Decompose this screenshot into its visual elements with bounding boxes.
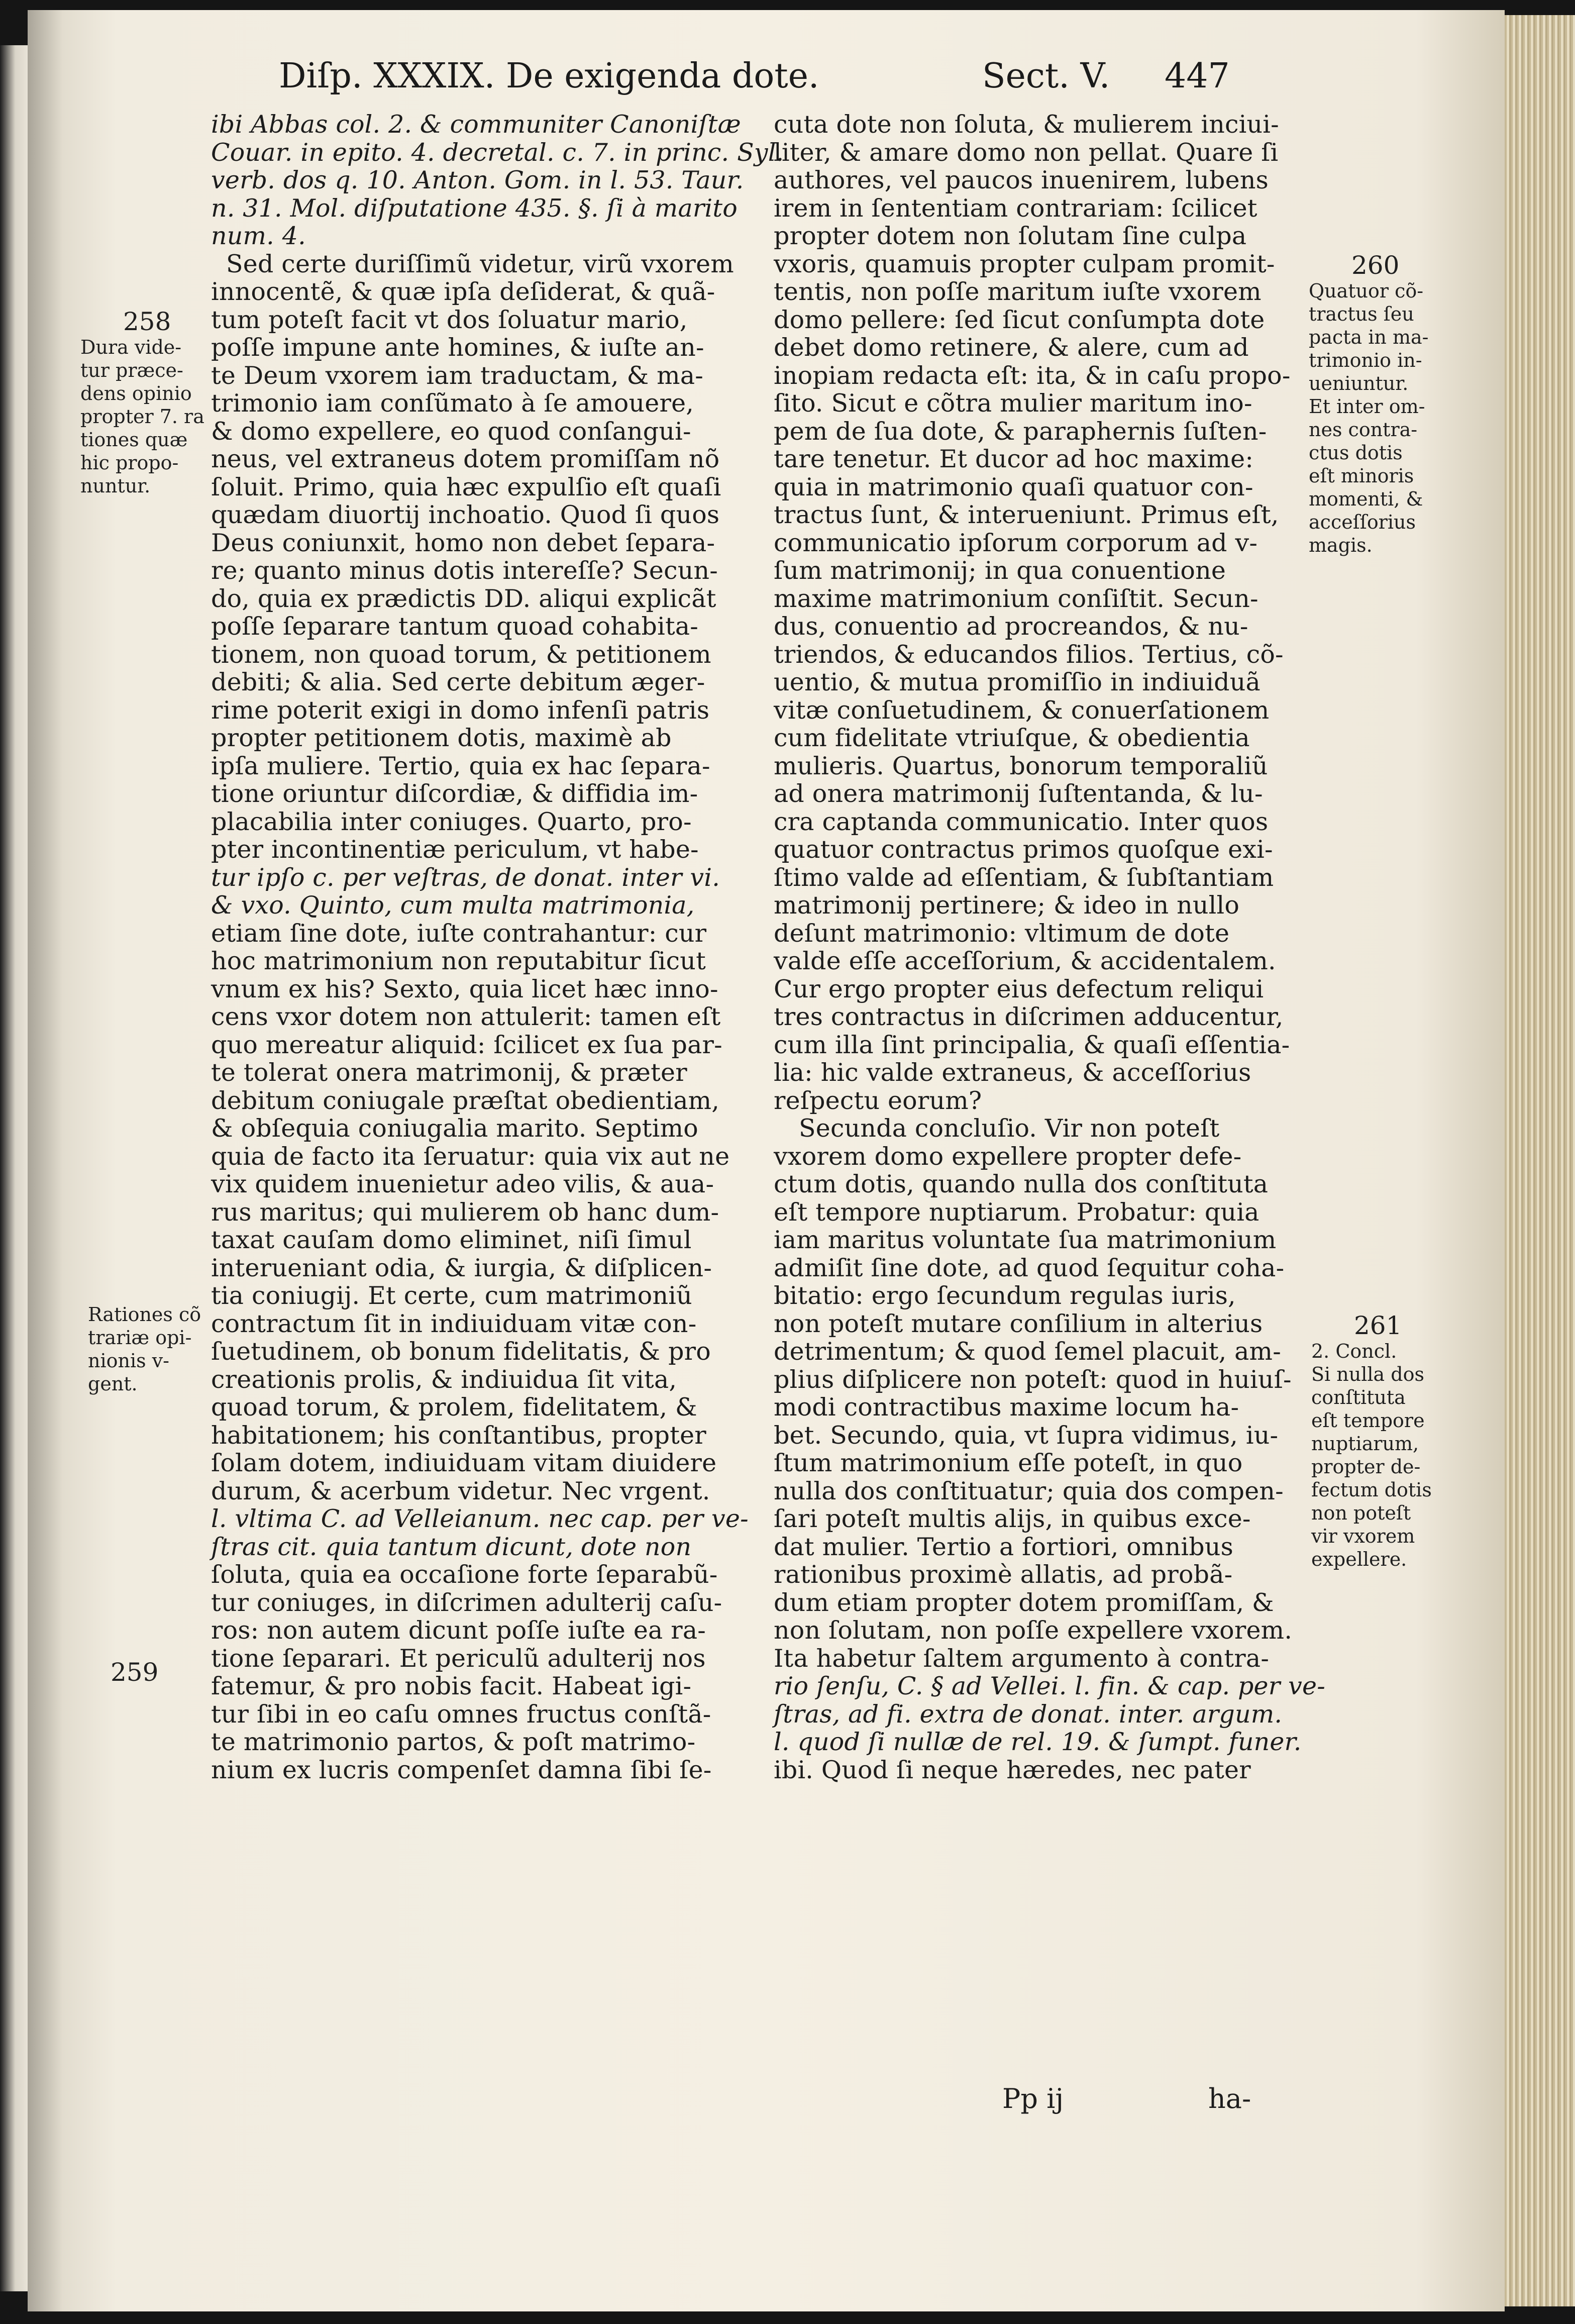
text-line: ſuetudinem, ob bonum fidelitatis, & pro <box>211 1337 711 1366</box>
text-line: quia in matrimonio quaſi quatuor con- <box>774 472 1253 501</box>
text-line: vxoris, quamuis propter culpam promit- <box>774 249 1275 278</box>
text-line: rus maritus; qui mulierem ob hanc dum- <box>211 1197 719 1227</box>
text-line: vix quidem inuenietur adeo vilis, & aua- <box>211 1170 714 1198</box>
left-text-column <box>211 110 784 1784</box>
margin-note-261 <box>1311 1311 1462 1571</box>
text-line: tia coniugij. Et certe, cum matrimoniũ <box>211 1281 692 1310</box>
text-line: tione oriuntur diſcordiæ, & diffidia im- <box>211 779 698 808</box>
text-line: te matrimonio partos, & poſt matrimo- <box>211 1728 696 1756</box>
text-line: do, quia ex prædictis DD. aliqui explicãt <box>211 584 716 613</box>
text-line: modi contractibus maxime locum ha- <box>774 1393 1239 1422</box>
text-line: tare tenetur. Et ducor ad hoc maxime: <box>774 445 1254 473</box>
margin-line: ueniuntur. <box>1309 372 1409 394</box>
margin-line: non poteſt <box>1311 1502 1411 1524</box>
margin-line: vir vxorem <box>1311 1525 1415 1547</box>
text-line: ſum matrimonij; in qua conuentione <box>774 556 1226 585</box>
text-line: te Deum vxorem iam traductam, & ma- <box>211 361 703 390</box>
margin-line: Quatuor cõ- <box>1309 280 1424 302</box>
margin-line: Si nulla dos <box>1311 1363 1424 1385</box>
margin-line: propter 7. ra <box>80 406 204 428</box>
text-line: deſunt matrimonio: vltimum de dote <box>774 919 1230 948</box>
text-line: ſolam dotem, indiuiduam vitam diuidere <box>211 1449 717 1477</box>
text-line: Cur ergo propter eius defectum reliqui <box>774 974 1264 1003</box>
page-block-edge <box>1505 15 1575 2306</box>
text-line: neus, vel extraneus dotem promiſſam nõ <box>211 445 720 473</box>
margin-line: trariæ opi- <box>88 1327 192 1349</box>
margin-line: eſt tempore <box>1311 1409 1425 1432</box>
margin-line: acceſſorius <box>1309 511 1416 533</box>
signature-mark: Pp ij <box>1002 2083 1064 2114</box>
text-line: pter incontinentiæ periculum, vt habe- <box>211 835 699 864</box>
text-line: poſſe impune ante homines, & iuſte an- <box>211 333 704 362</box>
margin-line: Dura vide- <box>80 336 182 358</box>
margin-line: nuntur. <box>80 475 151 497</box>
margin-line: tur præce- <box>80 359 183 381</box>
text-line: bet. Secundo, quia, vt ſupra vidimus, iu- <box>774 1421 1279 1450</box>
text-line: vitæ conſuetudinem, & conuerſationem <box>774 695 1270 725</box>
text-line: ctum dotis, quando nulla dos conſtituta <box>774 1170 1269 1198</box>
text-line: ſtras, ad fi. extra de donat. inter. argum. <box>774 1699 1283 1729</box>
text-line: nium ex lucris compenſet damna ſibi ſe- <box>211 1755 712 1784</box>
text-line: lia: hic valde extraneus, & acceſſorius <box>774 1058 1251 1087</box>
text-line: eſt tempore nuptiarum. Probatur: quia <box>774 1197 1259 1227</box>
text-line: cuta dote non ſoluta, & mulierem inciui- <box>774 110 1279 139</box>
text-line: tur coniuges, in diſcrimen adulterij caſu- <box>211 1588 722 1617</box>
text-line: rime poterit exigi in domo infenſi patris <box>211 695 710 725</box>
text-line: & obſequia coniugalia marito. Septimo <box>211 1114 698 1143</box>
catchword: ha- <box>1208 2083 1251 2114</box>
text-line: matrimonij pertinere; & ideo in nullo <box>774 891 1240 920</box>
text-line: admiſit ſine dote, ad quod ſequitur coha- <box>774 1253 1285 1282</box>
margin-line: 2. Concl. <box>1311 1340 1397 1362</box>
text-line: plius diſplicere non poteſt: quod in huiuſ- <box>774 1365 1292 1394</box>
margin-number: 260 <box>1351 251 1400 280</box>
margin-line: tiones quæ <box>80 429 188 451</box>
right-text-column <box>774 110 1325 1784</box>
text-line: re; quanto minus dotis intereſſe? Secun- <box>211 556 718 585</box>
text-line: iam maritus voluntate ſua matrimonium <box>774 1226 1277 1254</box>
text-line: ſtum matrimonium eſſe poteſt, in quo <box>774 1449 1243 1477</box>
text-line: ſoluta, quia ea occaſione forte ſeparabũ- <box>211 1560 718 1589</box>
text-line: triendos, & educandos filios. Tertius, cõ- <box>774 640 1284 669</box>
text-line: habitationem; his conſtantibus, propter <box>211 1421 706 1450</box>
text-line: quoad torum, & prolem, fidelitatem, & <box>211 1393 697 1422</box>
margin-line: hic propo- <box>80 452 179 474</box>
text-line: propter petitionem dotis, maximè ab <box>211 724 672 752</box>
text-line: ibi Abbas col. 2. & communiter Canoniſtæ <box>211 110 741 139</box>
text-line: contractum ſit in indiuiduam vitæ con- <box>211 1309 697 1338</box>
text-line: creationis prolis, & indiuidua ſit vita, <box>211 1365 677 1394</box>
text-line: tractus ſunt, & interueniunt. Primus eſt, <box>774 500 1279 529</box>
text-line: ſtras cit. quia tantum dicunt, dote non <box>211 1532 692 1561</box>
text-line: non poteſt mutare conſilium in alterius <box>774 1309 1263 1338</box>
text-line: ſtimo valde ad eſſentiam, & ſubſtantiam <box>774 863 1274 892</box>
previous-page-edge <box>0 45 28 2291</box>
text-line: maxime matrimonium conſiſtit. Secun- <box>774 584 1258 613</box>
text-line: cum fidelitate vtriuſque, & obedientia <box>774 724 1250 752</box>
text-line: dat mulier. Tertio a fortiori, omnibus <box>774 1532 1233 1561</box>
text-line: & domo expellere, eo quod conſangui- <box>211 417 691 446</box>
text-line: & vxo. Quinto, cum multa matrimonia, <box>211 891 695 920</box>
margin-line: Et inter om- <box>1309 395 1425 418</box>
text-line: ſari poteſt multis alijs, in quibus exce- <box>774 1504 1251 1533</box>
text-line: tionem, non quoad torum, & petitionem <box>211 640 711 669</box>
text-line: fatemur, & pro nobis facit. Habeat igi- <box>211 1672 692 1700</box>
text-line: cra captanda communicatio. Inter quos <box>774 807 1269 836</box>
margin-line: dens opinio <box>80 382 192 405</box>
text-line: ibi. Quod ſi neque hæredes, nec pater <box>774 1755 1251 1784</box>
text-line: vnum ex his? Sexto, quia licet hæc inno- <box>211 974 718 1003</box>
text-line: innocentẽ, & quæ ipſa deſiderat, & quã- <box>211 277 715 306</box>
text-line: authores, vel paucos inuenirem, lubens <box>774 166 1269 194</box>
text-line: domo pellere: ſed ſicut conſumpta dote <box>774 305 1265 334</box>
text-line: dus, conuentio ad procreandos, & nu- <box>774 612 1248 641</box>
text-line: tur ſibi in eo caſu omnes fructus conſtã- <box>211 1699 711 1729</box>
text-line: num. 4. <box>211 222 306 250</box>
margin-line: fectum dotis <box>1311 1479 1432 1501</box>
margin-number: 261 <box>1354 1311 1402 1340</box>
text-line: mulieris. Quartus, bonorum temporaliũ <box>774 751 1268 780</box>
text-line: irem in ſententiam contrariam: ſcilicet <box>774 193 1257 223</box>
text-line: l. vltima C. ad Velleianum. nec cap. per ve- <box>211 1504 749 1533</box>
margin-note-259 <box>111 1658 158 1686</box>
text-line: nulla dos conſtituatur; quia dos compen- <box>774 1476 1284 1505</box>
gutter-shadow <box>28 10 63 2311</box>
margin-note-258 <box>80 308 206 497</box>
margin-line: conſtituta <box>1311 1386 1406 1408</box>
margin-note-text <box>1311 1340 1462 1571</box>
text-line: cum illa ſint principalia, & quaſi eſſentia- <box>774 1030 1290 1059</box>
margin-note-text <box>88 1303 208 1395</box>
text-line: Secunda concluſio. Vir non poteſt <box>799 1114 1220 1143</box>
text-line: taxat cauſam domo eliminet, niſi ſimul <box>211 1226 692 1254</box>
text-line: debet domo retinere, & alere, cum ad <box>774 333 1249 362</box>
text-line: durum, & acerbum videtur. Nec vrgent. <box>211 1476 710 1505</box>
text-line: Ita habetur ſaltem argumento à contra- <box>774 1644 1270 1673</box>
text-line: tres contractus in diſcrimen adducentur, <box>774 1002 1284 1031</box>
text-line: interueniant odia, & iurgia, & diſplicen- <box>211 1253 712 1282</box>
text-line: debitum coniugale præſtat obedientiam, <box>211 1086 720 1115</box>
text-line: debiti; & alia. Sed certe debitum æger- <box>211 668 705 696</box>
text-line: Deus coniunxit, homo non debet ſepara- <box>211 528 715 557</box>
text-line: non ſolutam, non poſſe expellere vxorem. <box>774 1616 1293 1645</box>
text-line: pem de ſua dote, & paraphernis ſuſten- <box>774 417 1267 446</box>
margin-note-text <box>1309 279 1459 557</box>
margin-line: tractus ſeu <box>1309 303 1414 325</box>
text-line: quo mereatur aliquid: ſcilicet ex ſua par- <box>211 1030 722 1059</box>
margin-number: 259 <box>111 1658 159 1687</box>
margin-note-text <box>80 336 206 497</box>
text-line: Couar. in epito. 4. decretal. c. 7. in princ. Syl. <box>211 138 784 167</box>
text-line: verb. dos q. 10. Anton. Gom. in l. 53. Taur. <box>211 166 744 194</box>
margin-number: 258 <box>123 307 171 336</box>
margin-line: Rationes cõ <box>88 1303 201 1326</box>
text-line: rationibus proximè allatis, ad probã- <box>774 1560 1233 1589</box>
text-line: tum poteſt facit vt dos ſoluatur mario, <box>211 305 688 334</box>
margin-line: momenti, & <box>1309 488 1423 510</box>
margin-line: pacta in ma- <box>1309 326 1429 348</box>
text-line: bitatio: ergo ſecundum regulas iuris, <box>774 1281 1236 1310</box>
text-line: ſito. Sicut e cõtra mulier maritum ino- <box>774 389 1252 418</box>
page-number: 447 <box>1165 56 1230 96</box>
text-line: etiam ſine dote, iuſte contrahantur: cur <box>211 919 707 948</box>
text-line: cens vxor dotem non attulerit: tamen eſt <box>211 1002 721 1031</box>
text-line: ros: non autem dicunt poſſe iuſte ea ra- <box>211 1616 706 1645</box>
text-line: trimonio iam conſũmato à ſe amouere, <box>211 389 694 418</box>
text-line: ſoluit. Primo, quia hæc expulſio eſt quaſi <box>211 472 721 501</box>
running-title: Diſp. XXXIX. De exigenda dote. <box>279 56 819 96</box>
margin-note-260 <box>1309 251 1459 557</box>
text-line: vxorem domo expellere propter defe- <box>774 1142 1242 1171</box>
margin-line: eſt minoris <box>1309 465 1414 487</box>
margin-line: nes contra- <box>1309 419 1418 441</box>
text-line: hoc matrimonium non reputabitur ſicut <box>211 947 706 975</box>
text-line: quia de facto ita ſeruatur: quia vix aut ne <box>211 1142 730 1171</box>
text-line: poſſe ſeparare tantum quoad cohabita- <box>211 612 699 641</box>
text-line: rio ſenſu, C. § ad Vellei. l. fin. & cap. per ve- <box>774 1672 1325 1700</box>
text-line: detrimentum; & quod ſemel placuit, am- <box>774 1337 1281 1366</box>
text-line: dum etiam propter dotem promiſſam, & <box>774 1588 1274 1617</box>
margin-line: nuptiarum, <box>1311 1433 1419 1455</box>
text-line: n. 31. Mol. diſputatione 435. §. ſi à marito <box>211 193 738 223</box>
margin-line: gent. <box>88 1373 138 1395</box>
text-line: tur ipſo c. per veſtras, de donat. inter vi. <box>211 863 720 892</box>
text-line: uentio, & mutua promiſſio in indiuiduã <box>774 668 1261 696</box>
text-line: reſpectu eorum? <box>774 1086 982 1115</box>
text-line: Sed certe duriſſimũ videtur, virũ vxorem <box>226 249 734 278</box>
margin-line: nionis v- <box>88 1350 170 1372</box>
text-line: te tolerat onera matrimonij, & præter <box>211 1058 687 1087</box>
margin-line: ctus dotis <box>1309 442 1403 464</box>
text-line: communicatio ipſorum corporum ad v- <box>774 528 1258 557</box>
section-label: Sect. V. <box>982 56 1110 96</box>
text-line: inopiam redacta eſt: ita, & in caſu propo- <box>774 361 1291 390</box>
text-line: ipſa muliere. Tertio, quia ex hac ſepara- <box>211 751 710 780</box>
margin-line: trimonio in- <box>1309 349 1422 371</box>
text-line: propter dotem non ſolutam ſine culpa <box>774 222 1247 250</box>
text-line: liter, & amare domo non pellat. Quare ſi <box>774 138 1279 167</box>
text-line: tentis, non poſſe maritum iuſte vxorem <box>774 277 1262 306</box>
text-line: ad onera matrimonij ſuſtentanda, & lu- <box>774 779 1263 808</box>
margin-line: magis. <box>1309 534 1373 556</box>
margin-line: expellere. <box>1311 1548 1407 1570</box>
margin-line: propter de- <box>1311 1456 1421 1478</box>
text-line: tione ſeparari. Et periculũ adulterij nos <box>211 1644 706 1673</box>
text-line: placabilia inter coniuges. Quarto, pro- <box>211 807 692 836</box>
text-line: quædam diuortij inchoatio. Quod ſi quos <box>211 500 720 529</box>
text-line: valde eſſe acceſſorium, & accidentalem. <box>774 947 1276 975</box>
text-line: l. quod ſi nullæ de rel. 19. & ſumpt. funer. <box>774 1728 1302 1756</box>
text-line: quatuor contractus primos quoſque exi- <box>774 835 1273 864</box>
margin-note-rationes <box>88 1303 208 1395</box>
